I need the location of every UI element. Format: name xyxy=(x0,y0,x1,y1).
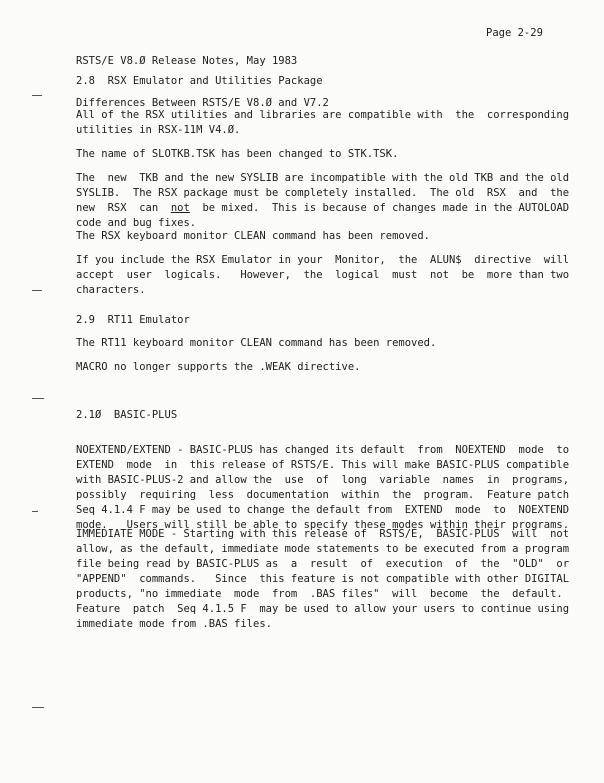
text-line: IMMEDIATE MODE - Starting with this release of RSTS/E, BASIC-PLUS will not xyxy=(76,528,570,540)
section-2-8-paragraph-5 xyxy=(76,253,570,298)
section-2-9-paragraph-1 xyxy=(76,336,544,351)
text-line: accept user logicals. However, the logical must not be more than two xyxy=(76,269,570,281)
section-2-9-heading: 2.9 RT11 Emulator xyxy=(76,314,190,326)
text-line: SYSLIB. The RSX package must be completely installed. The old RSX and the xyxy=(76,187,570,199)
text-segment: be mixed. This is because of changes made in the AUTOLOAD xyxy=(189,202,570,214)
underlined-word: not xyxy=(170,202,190,214)
section-2-10-paragraph-2 xyxy=(76,527,570,632)
text-line: The RT11 keyboard monitor CLEAN command has been removed. xyxy=(76,337,437,349)
text-segment: new RSX can xyxy=(76,202,171,214)
margin-mark xyxy=(32,707,44,708)
text-line: products, "no immediate mode from .BAS files" will become the default. xyxy=(76,588,563,600)
text-line: EXTEND mode in this release of RSTS/E. This will make BASIC-PLUS compatible xyxy=(76,459,570,471)
page-number: Page 2-29 xyxy=(486,27,543,39)
text-line: The new TKB and the new SYSLIB are incompatible with the old TKB and the old xyxy=(76,172,570,184)
text-line: utilities in RSX-11M V4.Ø. xyxy=(76,124,241,136)
text-line: mode. Users will still be able to specify these modes within their programs. xyxy=(76,519,570,531)
section-2-8-paragraph-3 xyxy=(76,171,570,231)
margin-mark xyxy=(32,95,42,96)
text-line: If you include the RSX Emulator in your Monitor, the ALUN$ directive will xyxy=(76,254,570,266)
margin-mark xyxy=(32,290,42,291)
text-line: All of the RSX utilities and libraries are compatible with the corresponding xyxy=(76,109,570,121)
margin-mark xyxy=(32,398,44,399)
text-line: The RSX keyboard monitor CLEAN command has been removed. xyxy=(76,230,431,242)
section-2-8-paragraph-2 xyxy=(76,147,544,162)
section-2-8-paragraph-4 xyxy=(76,229,544,244)
section-2-9-paragraph-2 xyxy=(76,360,544,375)
text-line: Feature patch Seq 4.1.5 F may be used to allow your users to continue using xyxy=(76,603,570,615)
text-line: file being read by BASIC-PLUS as a result of execution of the "OLD" or xyxy=(76,558,570,570)
text-line-with-underline xyxy=(76,201,570,216)
header-title-line: RSTS/E V8.Ø Release Notes, May 1983 xyxy=(76,55,298,67)
text-line: "APPEND" commands. Since this feature is not compatible with other DIGITAL xyxy=(76,573,570,585)
text-line: NOEXTEND/EXTEND - BASIC-PLUS has changed its default from NOEXTEND mode to xyxy=(76,444,570,456)
section-2-8-paragraph-1 xyxy=(76,108,570,138)
text-line: The name of SLOTKB.TSK has been changed to STK.TSK. xyxy=(76,148,399,160)
text-line: Seq 4.1.4 F may be used to change the default from EXTEND mode to NOEXTEND xyxy=(76,504,570,516)
margin-mark xyxy=(32,511,38,512)
text-line: allow, as the default, immediate mode statements to be executed from a program xyxy=(76,543,570,555)
text-line: MACRO no longer supports the .WEAK directive. xyxy=(76,361,361,373)
text-line: with BASIC-PLUS-2 and allow the use of long variable names in programs, xyxy=(76,474,570,486)
text-line: possibly requiring less documentation within the program. Feature patch xyxy=(76,489,570,501)
section-2-8-heading: 2.8 RSX Emulator and Utilities Package xyxy=(76,75,323,87)
text-line: code and bug fixes. xyxy=(76,217,197,229)
text-line: characters. xyxy=(76,284,146,296)
header-subtitle-line: Differences Between RSTS/E V8.Ø and V7.2 xyxy=(76,97,329,109)
text-line: immediate mode from .BAS files. xyxy=(76,618,272,630)
section-2-10-paragraph-1 xyxy=(76,443,570,533)
section-2-10-heading: 2.1Ø BASIC-PLUS xyxy=(76,409,178,421)
